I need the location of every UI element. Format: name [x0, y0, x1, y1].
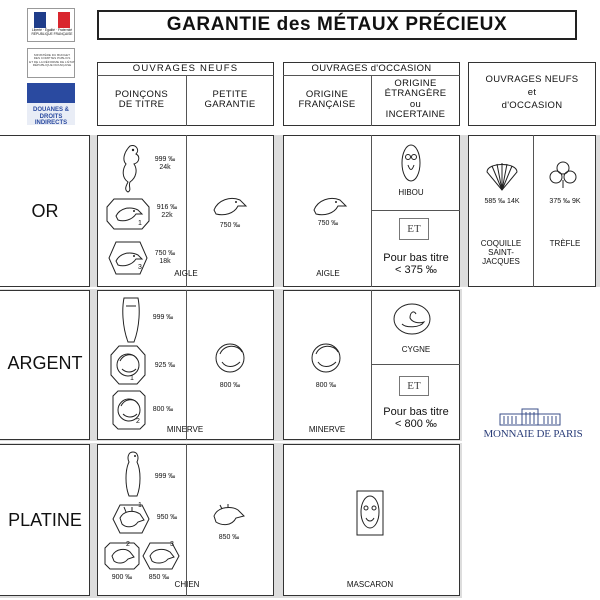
argent-titre-999: 999 ‰ [152, 314, 174, 321]
swan-icon [392, 302, 432, 336]
platine-chien-label: CHIEN [174, 580, 200, 589]
or-coquille-titre: 585 ‰ 14K [484, 198, 520, 205]
scallop-shell-icon [484, 158, 520, 192]
minerva-head-icon [308, 340, 344, 376]
page-title: GARANTIE des MÉTAUX PRÉCIEUX [166, 14, 508, 35]
argent-occ-minerve: MINERVE [308, 425, 346, 434]
dog-head-icon [212, 504, 246, 528]
dog-head-icon [112, 504, 150, 534]
owl-icon [400, 143, 422, 183]
ministere-text: MINISTÈRE DU BUDGET DES COMPTES PUBLICS ET DE LA RÉFORME DE L'ÉTAT RÉPUBLIQUE FRANÇAISE [29, 53, 75, 68]
or-occ-aigle: AIGLE [316, 269, 340, 278]
platine-num-1: 1 [138, 502, 142, 509]
or-bas-titre: Pour bas titre < 375 ‰ [383, 252, 449, 277]
seahorse-icon [116, 142, 144, 194]
or-titre-750: 750 ‰ 18k [154, 250, 176, 265]
argent-bas-titre: Pour bas titre < 800 ‰ [383, 406, 449, 431]
dog-head-icon [104, 542, 140, 570]
or-hibou-label: HIBOU [398, 188, 424, 197]
or-coquille-label: COQUILLE SAINT-JACQUES [480, 239, 522, 266]
argent-num-2: 2 [136, 418, 140, 425]
republique-text: Liberté · Égalité · Fraternité RÉPUBLIQUE FRANÇAISE [31, 28, 73, 36]
platine-petite-850: 850 ‰ [218, 534, 240, 541]
or-trefle-titre: 375 ‰ 9K [549, 198, 581, 205]
republique-francaise-logo [27, 8, 75, 42]
or-num-1: 1 [138, 220, 142, 227]
header-occasion: OUVRAGES d'OCCASION [311, 63, 432, 74]
argent-num-1: 1 [130, 375, 134, 382]
mascaron-icon [356, 490, 384, 536]
platine-num-3: 3 [170, 541, 174, 548]
platine-mascaron-label: MASCARON [346, 580, 394, 589]
or-occ-750: 750 ‰ [317, 220, 339, 227]
header-origine-francaise: ORIGINE FRANÇAISE [298, 89, 356, 111]
header-petite-garantie: PETITE GARANTIE [204, 89, 256, 111]
or-et-mark: ET [407, 223, 421, 235]
argent-occ-800: 800 ‰ [315, 382, 337, 389]
or-titre-999: 999 ‰ 24k [154, 156, 176, 171]
argent-minerve-label: MINERVE [166, 425, 204, 434]
header-neufs: OUVRAGES NEUFS [132, 63, 239, 74]
header-poincons-titre: POINÇONS DE TITRE [114, 89, 169, 111]
platine-titre-950: 950 ‰ [156, 514, 178, 521]
clover-icon [548, 160, 578, 190]
metal-or: OR [31, 201, 59, 221]
or-num-3: 3 [138, 264, 142, 271]
vase-icon [120, 296, 142, 344]
header-neufs-occasion: OUVRAGES NEUFS et d'OCCASION [485, 74, 579, 111]
argent-cygne-label: CYGNE [401, 345, 431, 354]
or-trefle-label: TRÈFLE [549, 239, 581, 248]
monnaie-de-paris-logo: MONNAIE DE PARIS [483, 428, 583, 440]
argent-titre-925: 925 ‰ [154, 362, 176, 369]
argent-petite-800: 800 ‰ [219, 382, 241, 389]
metal-platine: PLATINE [8, 510, 82, 530]
monnaie-de-paris-building-icon [498, 406, 562, 426]
metal-argent: ARGENT [7, 353, 83, 373]
platine-titre-999: 999 ‰ [154, 473, 176, 480]
header-origine-etrangere: ORIGINE ÉTRANGÈRE ou INCERTAINE [384, 78, 447, 121]
or-titre-916: 916 ‰ 22k [156, 204, 178, 219]
eagle-head-icon [212, 194, 248, 218]
argent-et-mark: ET [407, 380, 421, 392]
or-aigle-label: AIGLE [174, 269, 198, 278]
minerva-head-icon [212, 340, 248, 376]
eagle-head-icon [312, 194, 348, 218]
platine-num-2: 2 [126, 541, 130, 548]
argent-titre-800: 800 ‰ [152, 406, 174, 413]
douanes-logo [27, 83, 75, 125]
marianne-flag [34, 12, 70, 28]
penguin-icon [124, 450, 142, 498]
platine-titre-900: 900 ‰ [111, 574, 133, 581]
platine-titre-850: 850 ‰ [148, 574, 170, 581]
or-petite-750: 750 ‰ [219, 222, 241, 229]
douanes-text: DOUANES & DROITS INDIRECTS [32, 107, 69, 127]
ministere-logo [27, 48, 75, 78]
